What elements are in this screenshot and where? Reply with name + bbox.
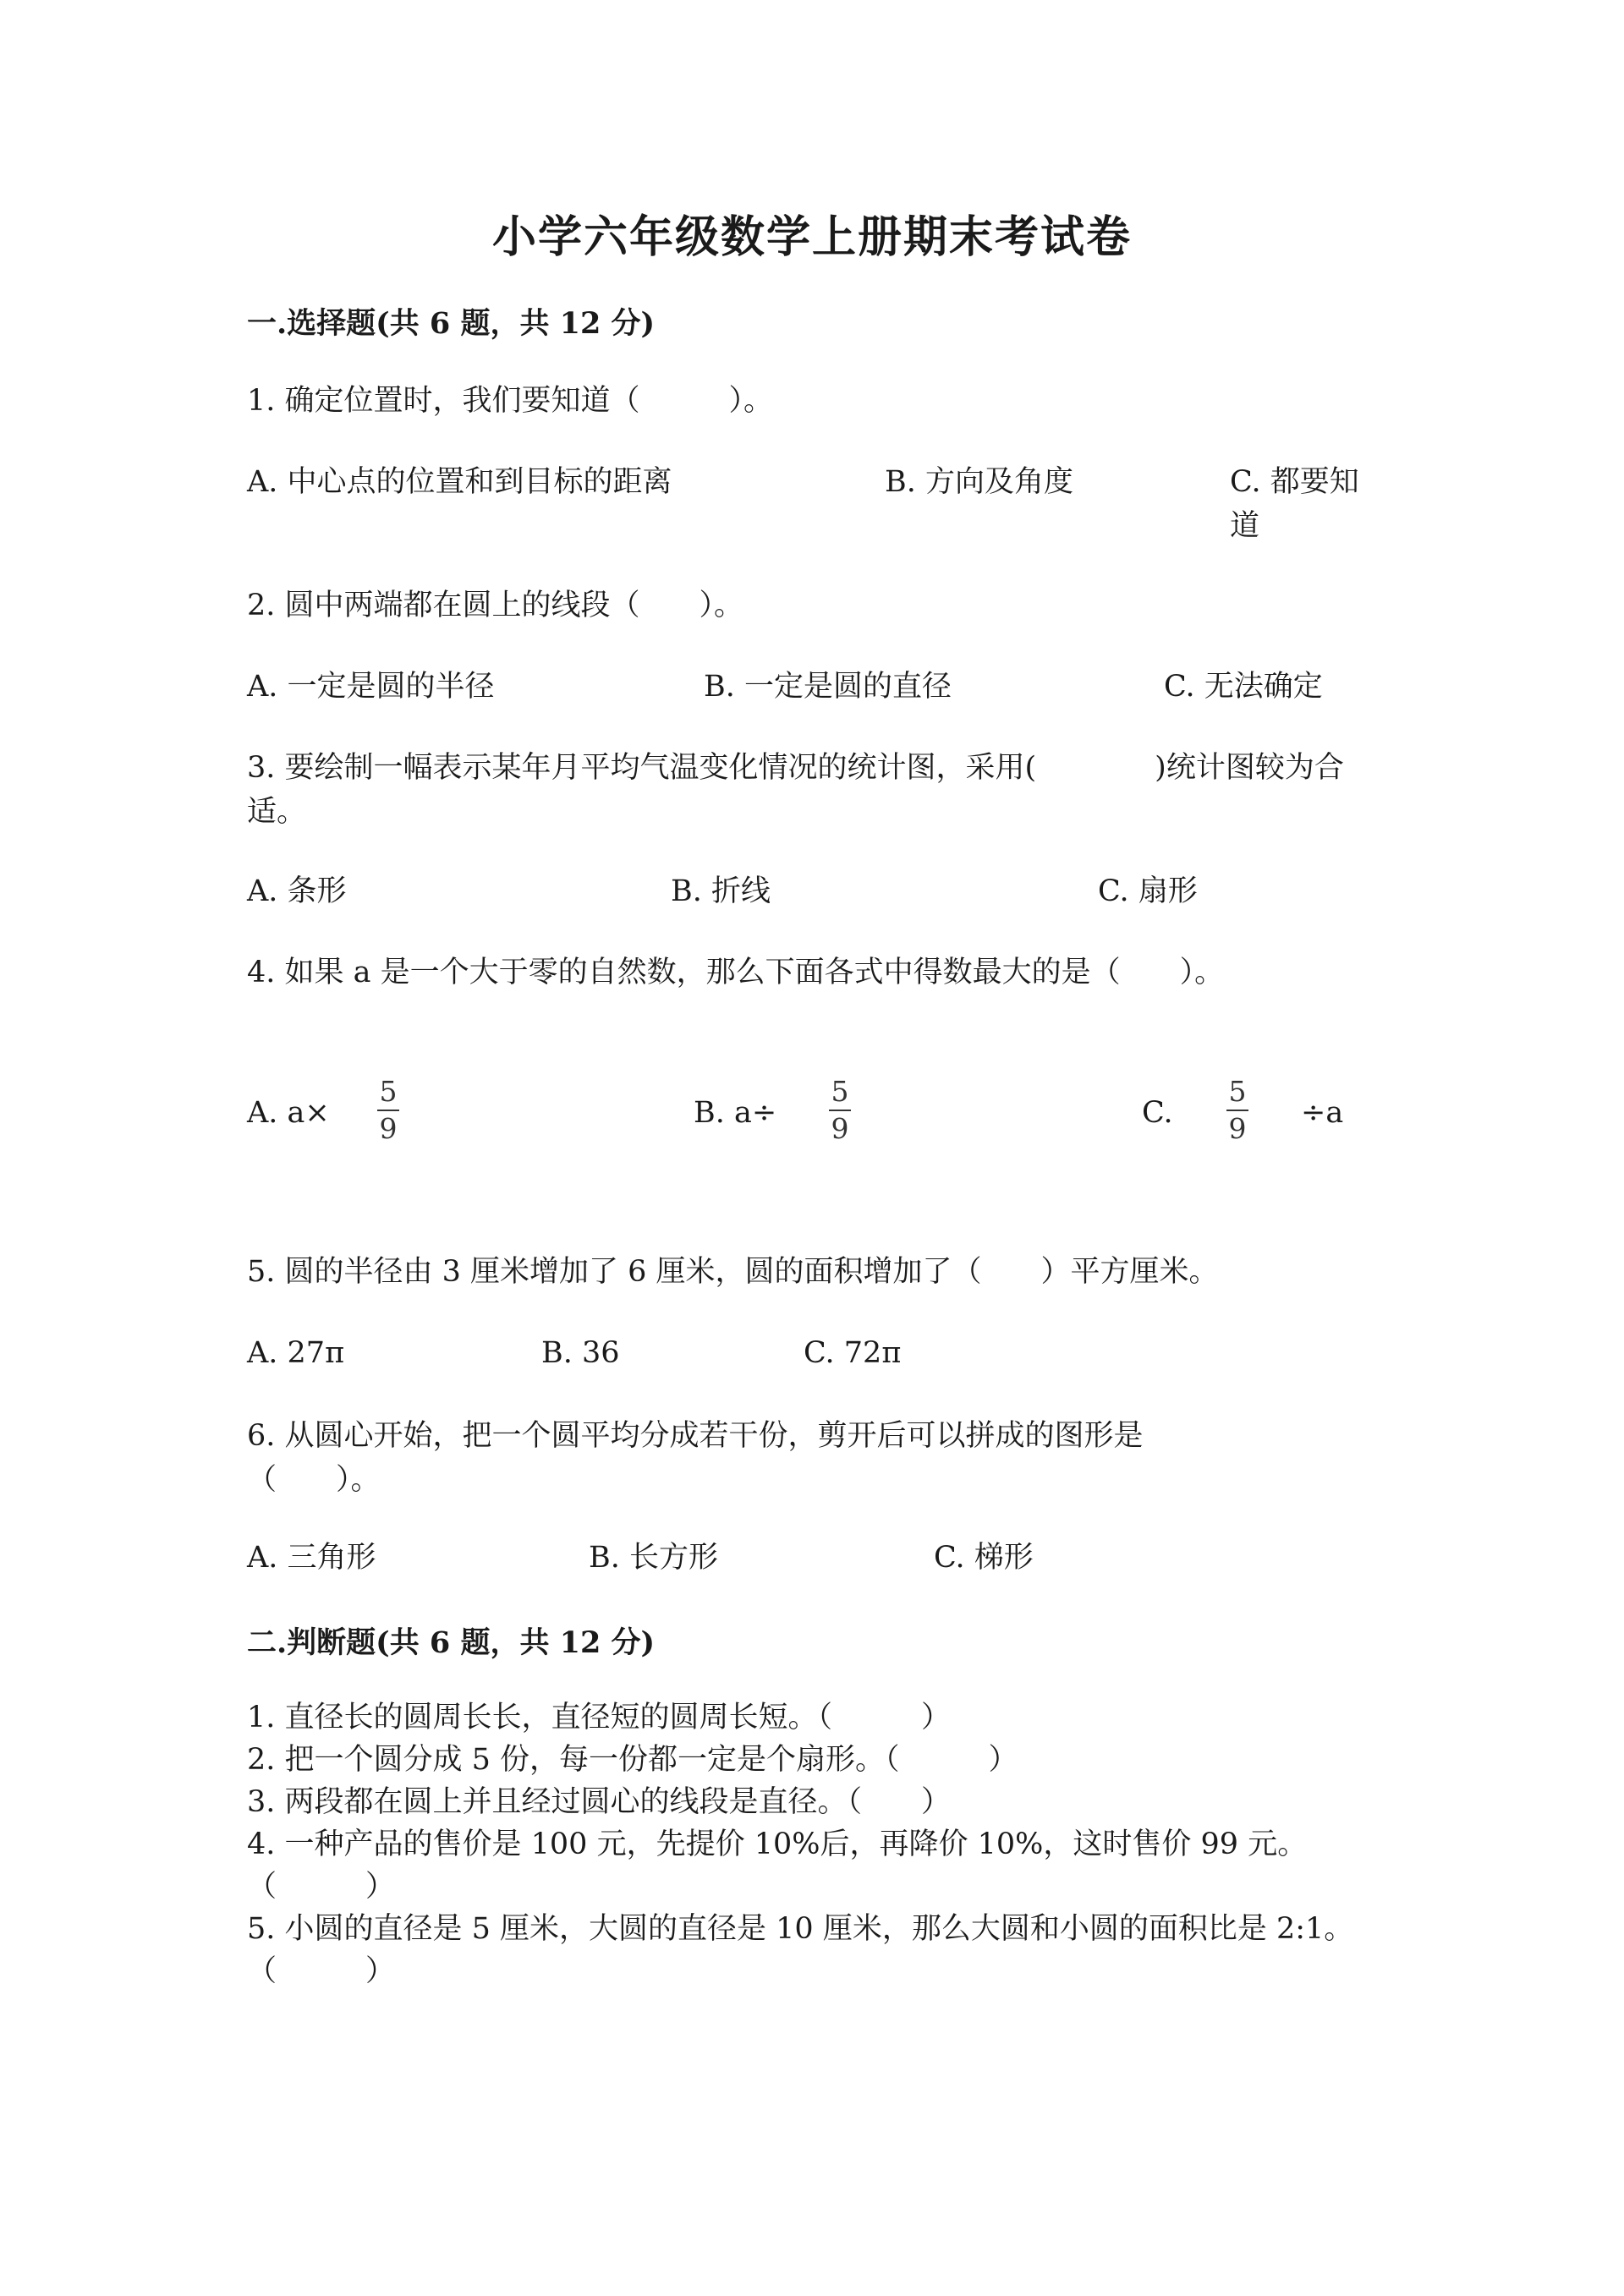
q6-option-b: B. 长方形 [589,1541,718,1575]
question-5: 5. 圆的半径由 3 厘米增加了 6 厘米，圆的面积增加了（ ）平方厘米。 [247,1255,1219,1289]
section-heading-judgement: 二.判断题(共 6 题，共 12 分) [247,1625,656,1660]
judgement-item-4: 4. 一种产品的售价是 100 元，先提价 10%后，再降价 10%，这时售价 99 元。（ ） [247,1827,1308,1904]
fraction-bar [377,1110,399,1111]
fraction-numerator: 5 [379,1075,398,1108]
q3-option-b: B. 折线 [671,874,771,908]
q4-option-b-fraction [829,1076,851,1145]
judgement-item-2: 2. 把一个圆分成 5 份，每一份都一定是个扇形。（ ） [247,1743,1018,1777]
section-heading-choice: 一.选择题(共 6 题，共 12 分) [247,306,656,341]
q6-option-a: A. 三角形 [247,1541,376,1575]
q4-option-c-prefix: C. [1142,1096,1173,1130]
judgement-item-1: 1. 直径长的圆周长长，直径短的圆周长短。（ ） [247,1701,952,1734]
q1-option-c-line [1230,460,1374,548]
q2-option-b: B. 一定是圆的直径 [704,670,952,704]
q5-option-a: A. 27π [247,1336,345,1370]
judgement-item-5: 5. 小圆的直径是 5 厘米，大圆的直径是 10 厘米，那么大圆和小圆的面积比是 2:1。（ ） [247,1912,1354,1988]
q5-option-b: B. 36 [541,1336,620,1370]
q4-option-b-prefix: B. a÷ [694,1096,777,1130]
q1-option-c: C. 都要知道 [1230,465,1359,543]
q1-option-b: B. 方向及角度 [885,465,1073,499]
question-6: 6. 从圆心开始，把一个圆平均分成若干份，剪开后可以拼成的图形是（ ）。 [247,1419,1144,1497]
fraction-bar [1226,1110,1248,1111]
q3-option-a: A. 条形 [247,874,347,908]
fraction-numerator: 5 [831,1075,849,1108]
exam-title: 小学六年级数学上册期末考试卷 [491,211,1132,263]
q4-option-a-fraction [377,1076,399,1145]
fraction-numerator: 5 [1228,1075,1247,1108]
q1-option-a: A. 中心点的位置和到目标的距离 [247,465,672,499]
fraction-denominator: 9 [379,1112,398,1145]
q5-option-c: C. 72π [804,1336,902,1370]
q4-option-c-suffix: ÷a [1301,1096,1344,1130]
q6-option-c: C. 梯形 [934,1541,1034,1575]
question-1: 1. 确定位置时，我们要知道（ ）。 [247,384,774,418]
q4-option-c-fraction [1226,1076,1248,1145]
fraction-bar [829,1110,851,1111]
question-3: 3. 要绘制一幅表示某年月平均气温变化情况的统计图，采用( )统计图较为合适。 [247,751,1344,829]
q4-option-a-prefix: A. a× [247,1096,330,1130]
fraction-denominator: 9 [831,1112,849,1145]
q3-option-c: C. 扇形 [1098,874,1198,908]
q2-option-a: A. 一定是圆的半径 [247,670,495,704]
judgement-item-3: 3. 两段都在圆上并且经过圆心的线段是直径。（ ） [247,1785,952,1819]
fraction-denominator: 9 [1228,1112,1247,1145]
q2-option-c: C. 无法确定 [1164,670,1323,704]
question-2: 2. 圆中两端都在圆上的线段（ ）。 [247,589,744,622]
question-4: 4. 如果 a 是一个大于零的自然数，那么下面各式中得数最大的是（ ）。 [247,956,1225,989]
